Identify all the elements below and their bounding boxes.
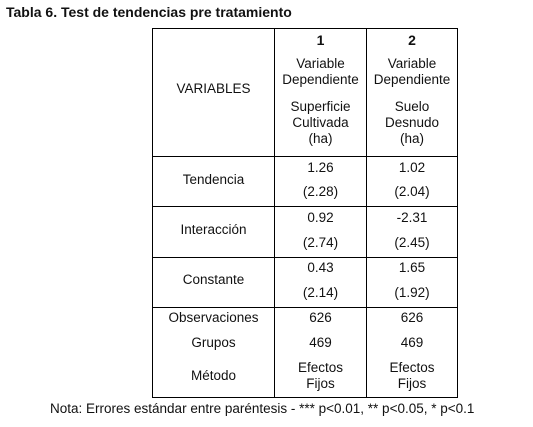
column-1-name-line2: Cultivada [292, 115, 349, 130]
results-table [152, 28, 458, 398]
column-1-dep-line1: Variable [296, 56, 345, 71]
row-label-grupos: Grupos [191, 335, 236, 350]
row-interaccion-col1-se: (2.74) [302, 235, 339, 250]
table-note: Nota: Errores estándar entre paréntesis - *** p<0.01, ** p<0.05, * p<0.1 [50, 401, 475, 416]
row-interaccion-col2: -2.31 [396, 210, 428, 225]
column-2-name-line2: Desnudo [384, 115, 440, 130]
row-constante-col1: 0.43 [307, 260, 334, 275]
row-tendencia-col1: 1.26 [307, 160, 334, 175]
row-grupos-col2: 469 [400, 335, 424, 350]
row-metodo-col2-line2: Fijos [397, 376, 427, 391]
column-2-dep-line2: Dependiente [373, 72, 451, 87]
row-metodo-col2-line1: Efectos [389, 360, 435, 375]
table-title: Tabla 6. Test de tendencias pre tratamiento [6, 4, 292, 20]
row-label-constante: Constante [182, 272, 245, 287]
column-1-unit: (ha) [308, 131, 333, 146]
column-2-name-line1: Suelo [394, 99, 430, 114]
row-label-observaciones: Observaciones [168, 310, 259, 325]
column-number-1: 1 [316, 32, 325, 48]
row-constante-col1-se: (2.14) [302, 285, 339, 300]
row-interaccion-col1: 0.92 [307, 210, 334, 225]
column-2-unit: (ha) [399, 131, 424, 146]
row-label-metodo: Método [190, 368, 237, 383]
row-divider-2 [153, 257, 457, 258]
row-divider-1 [153, 206, 457, 207]
row-metodo-col1-line1: Efectos [297, 360, 344, 375]
column-number-2: 2 [408, 32, 416, 48]
row-divider-header [153, 156, 457, 157]
row-observaciones-col2: 626 [400, 310, 424, 325]
row-observaciones-col1: 626 [309, 310, 332, 325]
row-tendencia-col2: 1.02 [398, 160, 426, 175]
column-1-dep-line2: Dependiente [282, 72, 359, 87]
row-label-interaccion: Interacción [180, 222, 247, 237]
row-interaccion-col2-se: (2.45) [394, 235, 430, 250]
row-constante-col2-se: (1.92) [394, 285, 430, 300]
row-grupos-col1: 469 [309, 335, 332, 350]
row-label-tendencia: Tendencia [182, 172, 245, 187]
column-2-dep-line1: Variable [387, 56, 437, 71]
column-1-name-line1: Superficie [290, 99, 351, 114]
variables-header: VARIABLES [176, 81, 251, 96]
row-tendencia-col2-se: (2.04) [394, 184, 430, 199]
row-constante-col2: 1.65 [398, 260, 426, 275]
row-metodo-col1-line2: Fijos [306, 376, 335, 391]
row-divider-3 [153, 307, 457, 308]
row-tendencia-col1-se: (2.28) [302, 184, 339, 199]
